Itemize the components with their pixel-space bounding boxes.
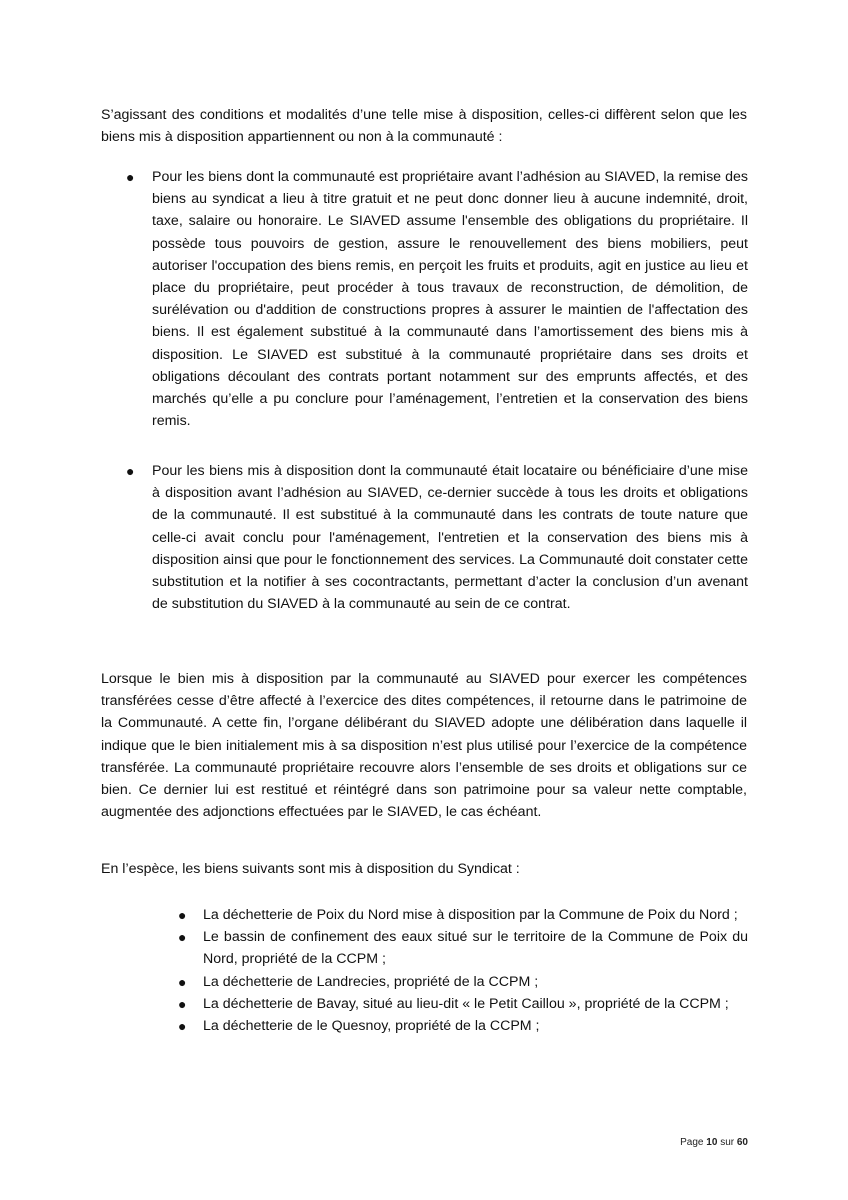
page-label: Page <box>680 1137 704 1148</box>
list-item <box>178 926 748 970</box>
list-item <box>178 971 748 993</box>
conditions-bullet-list-2 <box>126 460 748 615</box>
bullet-text: Pour les biens mis à disposition dont la communauté était locataire ou bénéficiaire d’une mise à disposition avant l’adhésion au SIAVED, ce-dernier succède à tous les droits et obligations de la communauté. Il est substitué à la communauté dans les contrats de toute nature que celle-ci avait conclu pour l'aménagement, l'entretien et la conservation des biens mis à disposition ainsi que pour le fonctionnement des services. La Communauté doit constater cette substitution et la notifier à ses cocontractants, permettant d’acter la conclusion d’un avenant de substitution du SIAVED à la communauté au sein de ce contrat. <box>152 463 748 613</box>
total-pages: 60 <box>736 1137 748 1148</box>
bullet-icon: ● <box>178 995 187 1012</box>
list-item <box>126 166 748 432</box>
page-footer <box>680 1136 748 1150</box>
bullet-icon: ● <box>178 973 187 990</box>
bien-text: Le bassin de confinement des eaux situé sur le territoire de la Commune de Poix du Nord, propriété de la CCPM ; <box>203 929 748 968</box>
list-item <box>178 993 748 1015</box>
biens-list <box>178 904 748 1037</box>
bien-text: La déchetterie de Poix du Nord mise à disposition par la Commune de Poix du Nord ; <box>203 907 738 923</box>
bien-text: La déchetterie de le Quesnoy, propriété de la CCPM ; <box>203 1018 540 1035</box>
list-item <box>178 904 748 926</box>
espece-intro: En l’espèce, les biens suivants sont mis à disposition du Syndicat : <box>101 861 520 877</box>
bullet-icon: ● <box>126 169 135 185</box>
list-item <box>126 460 748 615</box>
list-item <box>178 1015 748 1037</box>
bullet-text: Pour les biens dont la communauté est propriétaire avant l’adhésion au SIAVED, la remise des biens au syndicat a lieu à titre gratuit et ne peut donc donner lieu à aucune indemnité, droit, taxe, salaire ou honoraire. Le SIAVED assume l'ensemble des obligations du propriétaire. Il possède tous pouvoirs de gestion, assure le renouvellement des biens mobiliers, peut autoriser l'occupation des biens remis, en perçoit les fruits et produits, agit en justice au lieu et place du propriétaire, peut procéder à tous travaux de reconstruction, de démolition, de surélévation ou d'addition de constructions propres à assurer le maintien de l'affectation des biens. Il est également substitué à la communauté dans l’amortissement des biens mis à disposition. Le SIAVED est substitué à la communauté propriétaire dans ses droits et obligations découlant des contrats portant notamment sur des emprunts affectés, et des marchés qu’elle a pu conclure pour l’aménagement, l’entretien et la conservation des biens remis. <box>152 169 748 430</box>
bien-text: La déchetterie de Landrecies, propriété de la CCPM ; <box>203 973 539 990</box>
of-label: sur <box>720 1137 735 1148</box>
bien-text: La déchetterie de Bavay, situé au lieu-dit « le Petit Caillou », propriété de la CCPM ; <box>203 995 729 1012</box>
bullet-icon: ● <box>178 907 187 923</box>
return-paragraph: Lorsque le bien mis à disposition par la communauté au SIAVED pour exercer les compétences transférées cesse d’être affecté à l’exercice des dites compétences, il retourne dans le patrimoine de la Communauté. A cette fin, l’organe délibérant du SIAVED adopte une délibération dans laquelle il indique que le bien initialement mis à sa disposition n’est plus utilisé pour l’exercice de la compétence transférée. La communauté propriétaire recouvre alors l’ensemble de ses droits et obligations sur ce bien. Ce dernier lui est restitué et réintégré dans son patrimoine pour sa valeur nette comptable, augmentée des adjonctions effectuées par le SIAVED, le cas échéant. <box>101 671 747 821</box>
bullet-icon: ● <box>178 1018 187 1035</box>
page-number: 10 <box>706 1137 718 1148</box>
bullet-icon: ● <box>178 929 187 946</box>
conditions-bullet-list <box>126 166 748 432</box>
bullet-icon: ● <box>126 463 135 479</box>
intro-paragraph: S’agissant des conditions et modalités d’une telle mise à disposition, celles-ci diffèrent selon que les biens mis à disposition appartiennent ou non à la communauté : <box>101 107 747 146</box>
